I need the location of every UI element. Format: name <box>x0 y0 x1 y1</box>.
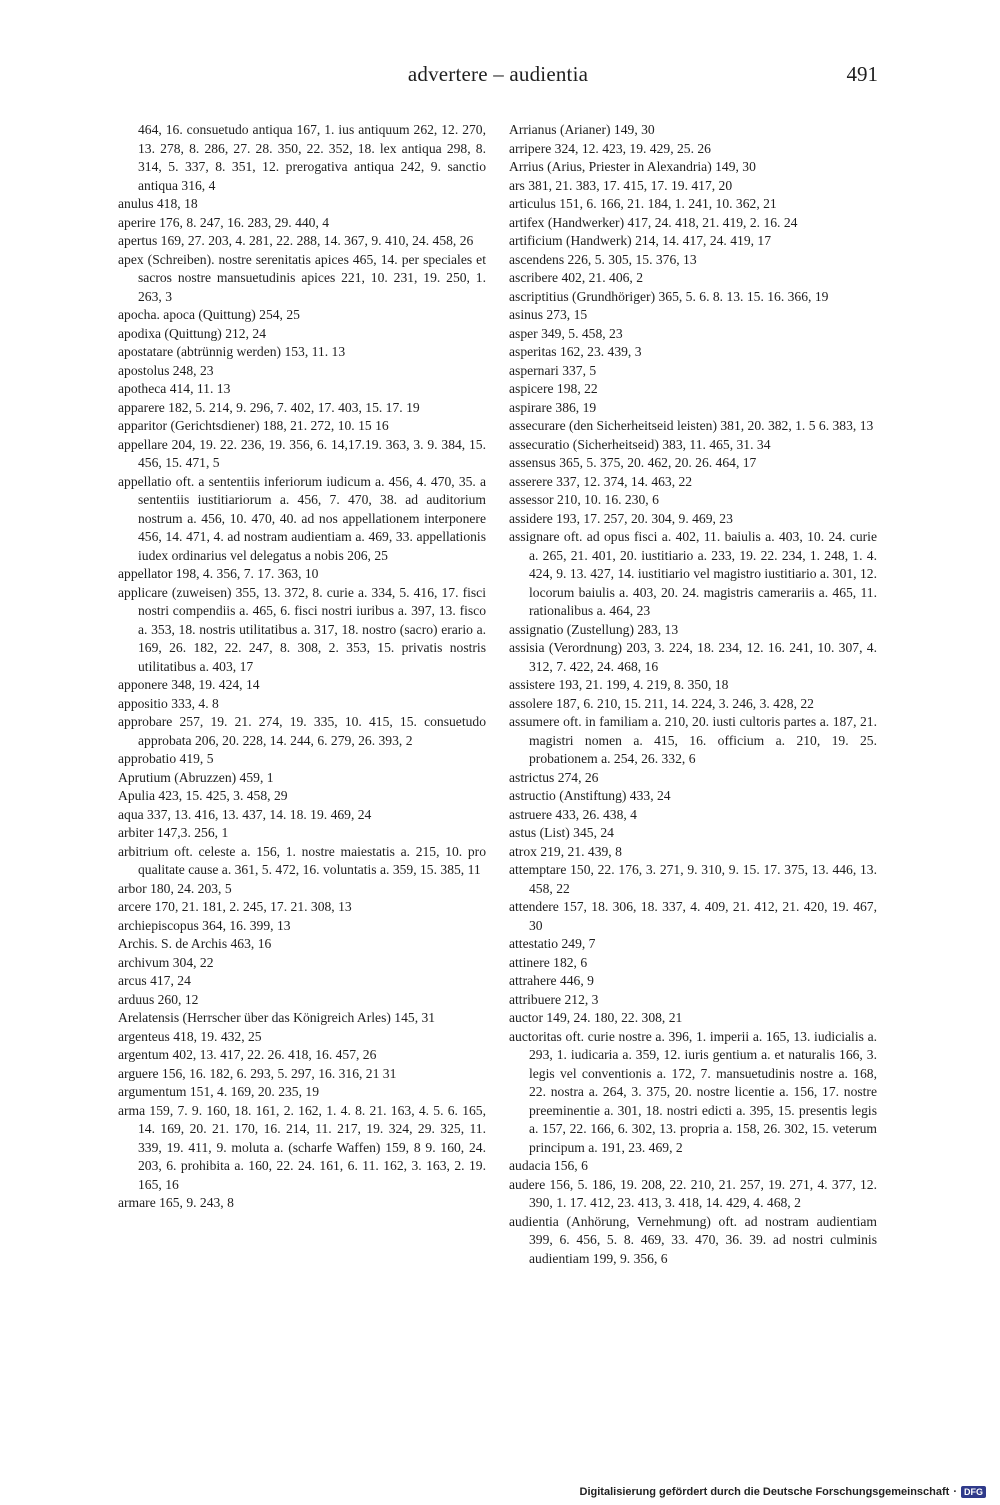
index-entry: appositio 333, 4. 8 <box>118 695 219 711</box>
index-entry: assensus 365, 5. 375, 20. 462, 20. 26. 464, 17 <box>509 455 757 470</box>
index-entry: apotheca 414, 11. 13 <box>118 381 231 396</box>
running-head <box>118 62 878 92</box>
index-entry: ascribere 402, 21. 406, 2 <box>509 270 644 285</box>
index-entry: artifex (Handwerker) 417, 24. 418, 21. 419, 2. 16. 24 <box>509 214 798 230</box>
footer-credit <box>580 1486 986 1498</box>
index-entry: appellare 204, 19. 22. 236, 19. 356, 6. 14,17.19. 363, 3. 9. 384, 15. 456, 15. 471, 5 <box>118 436 486 470</box>
index-entry: Arrius (Arius, Priester in Alexandria) 149, 30 <box>509 159 756 174</box>
index-entry: anulus 418, 18 <box>118 196 198 211</box>
index-entry: apex (Schreiben). nostre serenitatis apices 465, 14. per speciales et sacros nostre mansuetudinis apices 221, 10. 231, 19. 250, 1. 263, 3 <box>118 251 486 304</box>
index-entry: arbitrium oft. celeste a. 156, 1. nostre maiestatis a. 215, 10. pro qualitate cause a. 361, 5. 472, 16. voluntatis a. 359, 15. 385, 11 <box>118 843 486 877</box>
index-entry: appellator 198, 4. 356, 7. 17. 363, 10 <box>118 566 319 581</box>
index-entry: ars 381, 21. 383, 17. 415, 17. 19. 417, 20 <box>509 177 733 193</box>
index-entry: auctoritas oft. curie nostre a. 396, 1. imperii a. 165, 13. iudicialis a. 293, 1. iudicaria a. 359, 12. iuris gentium a. et naturalis 166, 3. legis vel conventionis a. 172, 7. mansuetudinis nostre a. 168, 22. nostra a. 264, 3. 375, 20. nostre licentie a. 156, 17. nostre preeminentie a. 301, 18. nostri edicti a. 395, 15. presentis legis a. 157, 22. 166, 6. 302, 13. propria a. 158, 26. 302, 15. veterum principum a. 191, 23. 469, 2 <box>509 1028 877 1155</box>
index-entry: argentum 402, 13. 417, 22. 26. 418, 16. 457, 26 <box>118 1047 377 1062</box>
index-entry: asserere 337, 12. 374, 14. 463, 22 <box>509 473 693 489</box>
index-entry: arduus 260, 12 <box>118 991 199 1007</box>
index-entry: auctor 149, 24. 180, 22. 308, 21 <box>509 1010 683 1025</box>
index-entry: assignare oft. ad opus fisci a. 402, 11. baiulis a. 403, 10. 24. curie a. 265, 21. 401, 20. iustitiario a. 233, 19. 22. 234, 1. 248, 1. 4. 424, 9. 13. 427, 14. iustitiario vel magistro iustitiario a. 301, 12. locorum baiulis a. 403, 20. 24. magistris camerariis a. 465, 11. rationalibus a. 464, 23 <box>509 529 877 618</box>
index-entry: apostolus 248, 23 <box>118 362 214 378</box>
index-entry: Arrianus (Arianer) 149, 30 <box>509 122 655 137</box>
index-entry: arbor 180, 24. 203, 5 <box>118 880 232 896</box>
index-entry: attinere 182, 6 <box>509 954 588 970</box>
index-entry: apponere 348, 19. 424, 14 <box>118 677 260 692</box>
index-entry: astrictus 274, 26 <box>509 769 599 785</box>
index-entry: assignatio (Zustellung) 283, 13 <box>509 621 679 637</box>
dot-separator: · <box>953 1486 957 1498</box>
index-entry: apparitor (Gerichtsdiener) 188, 21. 272, 10. 15 16 <box>118 418 389 433</box>
index-entry: assessor 210, 10. 16. 230, 6 <box>509 492 659 507</box>
index-entry: assecuratio (Sicherheitseid) 383, 11. 465, 31. 34 <box>509 436 771 452</box>
index-entry: asper 349, 5. 458, 23 <box>509 325 623 341</box>
index-entry: argumentum 151, 4. 169, 20. 235, 19 <box>118 1084 319 1099</box>
index-entry: asperitas 162, 23. 439, 3 <box>509 344 642 359</box>
index-entry: astruere 433, 26. 438, 4 <box>509 806 637 822</box>
index-entry: attribuere 212, 3 <box>509 991 599 1007</box>
index-entry: astructio (Anstiftung) 433, 24 <box>509 788 671 803</box>
index-entry: ascriptitius (Grundhöriger) 365, 5. 6. 8. 13. 15. 16. 366, 19 <box>509 288 829 304</box>
index-entry: apparere 182, 5. 214, 9. 296, 7. 402, 17. 403, 15. 17. 19 <box>118 399 420 415</box>
index-entry: attemptare 150, 22. 176, 3. 271, 9. 310, 9. 15. 17. 375, 13. 446, 13. 458, 22 <box>509 862 877 896</box>
index-entry: Aprutium (Abruzzen) 459, 1 <box>118 769 274 785</box>
index-entry: armare 165, 9. 243, 8 <box>118 1195 234 1210</box>
index-entry: apertus 169, 27. 203, 4. 281, 22. 288, 14. 367, 9. 410, 24. 458, 26 <box>118 233 474 248</box>
index-entry: aspicere 198, 22 <box>509 381 598 396</box>
index-entry: ascendens 226, 5. 305, 15. 376, 13 <box>509 251 697 267</box>
index-entry: arcus 417, 24 <box>118 973 191 988</box>
index-entry: 464, 16. consuetudo antiqua 167, 1. ius antiquum 262, 12. 270, 13. 278, 8. 286, 27. 28. 350, 22. 352, 18. lex antiqua 298, 8. 314, 5. 337, 8. 351, 12. prerogativa antiqua 242, 9. sanctio antiqua 316, 4 <box>138 122 486 193</box>
index-entry: arbiter 147,3. 256, 1 <box>118 825 229 840</box>
index-entry: Archis. S. de Archis 463, 16 <box>118 936 272 951</box>
index-entry: apostatare (abtrünnig werden) 153, 11. 13 <box>118 344 346 359</box>
index-entry: audientia (Anhörung, Vernehmung) oft. ad nostram audientiam 399, 6. 456, 5. 8. 469, 33. 470, 36. 39. ad nostri culminis audientiam 199, 9. 356, 6 <box>509 1213 877 1266</box>
index-entry: artificium (Handwerk) 214, 14. 417, 24. 419, 17 <box>509 233 772 248</box>
index-entry: arma 159, 7. 9. 160, 18. 161, 2. 162, 1. 4. 8. 21. 163, 4. 5. 6. 165, 14. 169, 20. 21. 170, 16. 214, 11. 217, 19. 324, 29. 325, 11. 339, 19. 411, 9. moluta a. (scharfe Waffen) 159, 8 9. 160, 24. 203, 6. prohibita a. 160, 22. 24. 161, 6. 11. 162, 3. 163, 2. 19. 165, 16 <box>118 1102 486 1192</box>
index-entry: approbatio 419, 5 <box>118 751 214 766</box>
page-number: 491 <box>846 62 878 86</box>
index-entry: asinus 273, 15 <box>509 307 588 322</box>
index-entry: attendere 157, 18. 306, 18. 337, 4. 409, 21. 412, 21. 420, 19. 467, 30 <box>509 899 877 933</box>
index-entry: articulus 151, 6. 166, 21. 184, 1. 241, 10. 362, 21 <box>509 196 777 211</box>
index-column-right <box>509 121 877 1268</box>
index-entry: aspernari 337, 5 <box>509 362 597 378</box>
index-entry: apocha. apoca (Quittung) 254, 25 <box>118 307 300 322</box>
index-entry: aspirare 386, 19 <box>509 399 597 415</box>
index-entry: Apulia 423, 15. 425, 3. 458, 29 <box>118 788 288 803</box>
index-entry: aperire 176, 8. 247, 16. 283, 29. 440, 4 <box>118 214 330 230</box>
index-entry: arripere 324, 12. 423, 19. 429, 25. 26 <box>509 140 711 156</box>
index-column-left <box>118 121 486 1213</box>
index-entry: arcere 170, 21. 181, 2. 245, 17. 21. 308, 13 <box>118 899 352 914</box>
index-entry: atrox 219, 21. 439, 8 <box>509 843 622 859</box>
index-entry: assolere 187, 6. 210, 15. 211, 14. 224, 3. 246, 3. 428, 22 <box>509 695 814 711</box>
index-entry: apodixa (Quittung) 212, 24 <box>118 325 266 341</box>
index-entry: arguere 156, 16. 182, 6. 293, 5. 297, 16. 316, 21 31 <box>118 1065 397 1081</box>
index-entry: Arelatensis (Herrscher über das Königreich Arles) 145, 31 <box>118 1010 436 1025</box>
index-entry: astus (List) 345, 24 <box>509 825 614 840</box>
index-entry: attestatio 249, 7 <box>509 936 596 951</box>
index-entry: audacia 156, 6 <box>509 1158 588 1173</box>
index-entry: argenteus 418, 19. 432, 25 <box>118 1028 262 1044</box>
index-entry: aqua 337, 13. 416, 13. 437, 14. 18. 19. 469, 24 <box>118 806 372 822</box>
index-entry: appellatio oft. a sententiis inferiorum iudicum a. 456, 4. 470, 35. a sententiis iustitiariorum a. 456, 7. 470, 38. ad auditorium nostrum a. 456, 10. 470, 40. ad nos appellationem interponere 456, 14. 471, 4. ad nostram audientiam a. 469, 33. appellationis iudex ordinarius vel delegatus a nobis 206, 25 <box>118 473 486 563</box>
index-entry: assistere 193, 21. 199, 4. 219, 8. 350, 18 <box>509 677 729 692</box>
index-entry: archiepiscopus 364, 16. 399, 13 <box>118 917 291 933</box>
index-entry: attrahere 446, 9 <box>509 973 594 988</box>
index-entry: assisia (Verordnung) 203, 3. 224, 18. 234, 12. 16. 241, 10. 307, 4. 312, 7. 422, 24. 468, 16 <box>509 640 877 674</box>
dfg-logo-icon: DFG <box>961 1486 986 1498</box>
index-entry: approbare 257, 19. 21. 274, 19. 335, 10. 415, 15. consuetudo approbata 206, 20. 228, 14. 244, 6. 279, 26. 393, 2 <box>118 714 486 748</box>
index-entry: archivum 304, 22 <box>118 954 214 970</box>
page-title: advertere – audientia <box>407 62 589 86</box>
index-entry: applicare (zuweisen) 355, 13. 372, 8. curie a. 334, 5. 416, 17. fisci nostri compendiis a. 465, 6. fisci nostri iuribus a. 397, 13. fisco a. 353, 18. nostris utilitatibus a. 317, 18. nostro (sacro) erario a. 169, 26. 182, 22. 247, 8. 308, 2. 353, 15. privatis nostris utilitatibus a. 403, 17 <box>118 584 486 674</box>
index-entry: assecurare (den Sicherheitseid leisten) 381, 20. 382, 1. 5 6. 383, 13 <box>509 418 874 433</box>
index-entry: assidere 193, 17. 257, 20. 304, 9. 469, 23 <box>509 510 733 526</box>
footer-text: Digitalisierung gefördert durch die Deutsche Forschungsgemeinschaft <box>579 1486 950 1498</box>
index-entry: audere 156, 5. 186, 19. 208, 22. 210, 21. 257, 19. 271, 4. 377, 12. 390, 1. 17. 412, 23. 413, 3. 418, 14. 429, 4. 468, 2 <box>509 1176 877 1210</box>
index-entry: assumere oft. in familiam a. 210, 20. iusti cultoris partes a. 187, 21. magistri nomen a. 415, 16. officium a. 210, 19. 25. probationem a. 254, 26. 332, 6 <box>509 714 877 766</box>
